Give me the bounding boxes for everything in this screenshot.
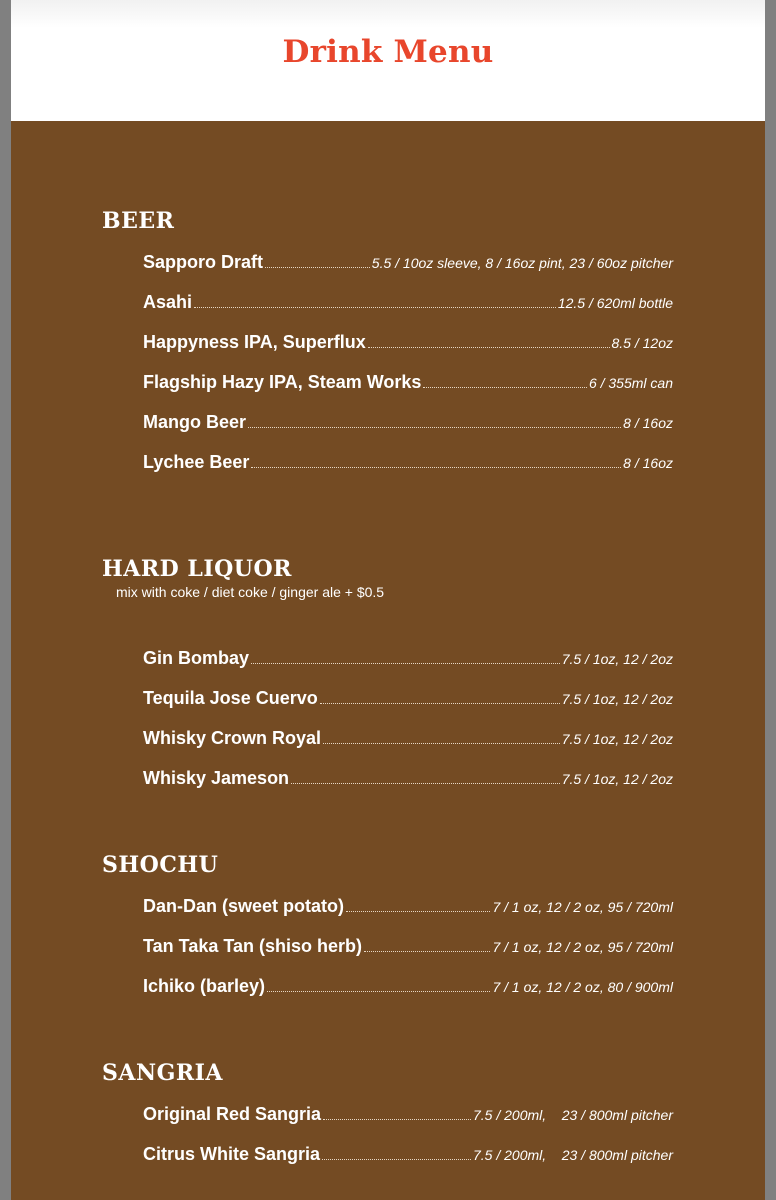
- item-name: Flagship Hazy IPA, Steam Works: [143, 372, 422, 392]
- item-name: Whisky Crown Royal: [143, 728, 322, 748]
- item-price: 8 / 16oz: [623, 455, 673, 471]
- dot-leader: [251, 466, 621, 468]
- dot-leader: [423, 386, 587, 388]
- menu-item: [143, 688, 673, 712]
- item-price: 7 / 1 oz, 12 / 2 oz, 95 / 720ml: [492, 899, 673, 915]
- item-name: Happyness IPA, Superflux: [143, 332, 366, 352]
- item-name: Dan-Dan (sweet potato): [143, 896, 345, 916]
- item-price: 7.5 / 1oz, 12 / 2oz: [561, 691, 673, 707]
- section-title-shochu: SHOCHU: [102, 852, 219, 878]
- dot-leader: [346, 910, 490, 912]
- dot-leader: [248, 426, 621, 428]
- dot-leader: [320, 702, 560, 704]
- item-name: Lychee Beer: [143, 452, 250, 472]
- item-name: Mango Beer: [143, 412, 247, 432]
- item-name: Tequila Jose Cuervo: [143, 688, 318, 708]
- menu-item: [143, 768, 673, 792]
- item-price: 7.5 / 200ml, 23 / 800ml pitcher: [473, 1147, 673, 1163]
- menu-item: [143, 728, 673, 752]
- menu-item: [143, 412, 673, 436]
- section-note-mixers: mix with coke / diet coke / ginger ale + $0.5: [116, 584, 385, 600]
- item-name: Asahi: [143, 292, 193, 312]
- item-name: Citrus White Sangria: [143, 1144, 321, 1164]
- item-price: 6 / 355ml can: [588, 375, 673, 391]
- item-price: 5.5 / 10oz sleeve, 8 / 16oz pint, 23 / 60oz pitcher: [371, 255, 673, 271]
- item-price: 8 / 16oz: [623, 415, 673, 431]
- menu-item: [143, 252, 673, 276]
- menu-item: [143, 292, 673, 316]
- dot-leader: [368, 346, 610, 348]
- item-price: 8.5 / 12oz: [611, 335, 673, 351]
- dot-leader: [267, 990, 490, 992]
- menu-item: [143, 372, 673, 396]
- item-name: Tan Taka Tan (shiso herb): [143, 936, 363, 956]
- dot-leader: [364, 950, 490, 952]
- menu-item: [143, 1144, 673, 1168]
- menu-item: [143, 452, 673, 476]
- dot-leader: [194, 306, 556, 308]
- menu-header: [11, 0, 765, 121]
- item-name: Gin Bombay: [143, 648, 250, 668]
- menu-page: [11, 0, 765, 1200]
- dot-leader: [323, 1118, 471, 1120]
- dot-leader: [322, 1158, 471, 1160]
- menu-item: [143, 648, 673, 672]
- item-name: Original Red Sangria: [143, 1104, 322, 1124]
- item-name: Ichiko (barley): [143, 976, 266, 996]
- item-price: 7 / 1 oz, 12 / 2 oz, 80 / 900ml: [492, 979, 673, 995]
- section-title-beer: BEER: [102, 208, 175, 234]
- dot-leader: [265, 266, 370, 268]
- item-price: 12.5 / 620ml bottle: [557, 295, 673, 311]
- item-price: 7.5 / 1oz, 12 / 2oz: [561, 771, 673, 787]
- item-price: 7.5 / 200ml, 23 / 800ml pitcher: [473, 1107, 673, 1123]
- item-name: Whisky Jameson: [143, 768, 290, 788]
- section-title-sangria: SANGRIA: [102, 1060, 223, 1086]
- item-price: 7.5 / 1oz, 12 / 2oz: [561, 731, 673, 747]
- menu-item: [143, 936, 673, 960]
- menu-item: [143, 1104, 673, 1128]
- dot-leader: [323, 742, 560, 744]
- item-name: Sapporo Draft: [143, 252, 264, 272]
- menu-item: [143, 332, 673, 356]
- menu-item: [143, 896, 673, 920]
- menu-item: [143, 976, 673, 1000]
- page-title: Drink Menu: [282, 34, 494, 70]
- item-price: 7.5 / 1oz, 12 / 2oz: [561, 651, 673, 667]
- section-title-hard-liquor: HARD LIQUOR: [102, 556, 292, 582]
- item-price: 7 / 1 oz, 12 / 2 oz, 95 / 720ml: [492, 939, 673, 955]
- dot-leader: [291, 782, 560, 784]
- dot-leader: [251, 662, 560, 664]
